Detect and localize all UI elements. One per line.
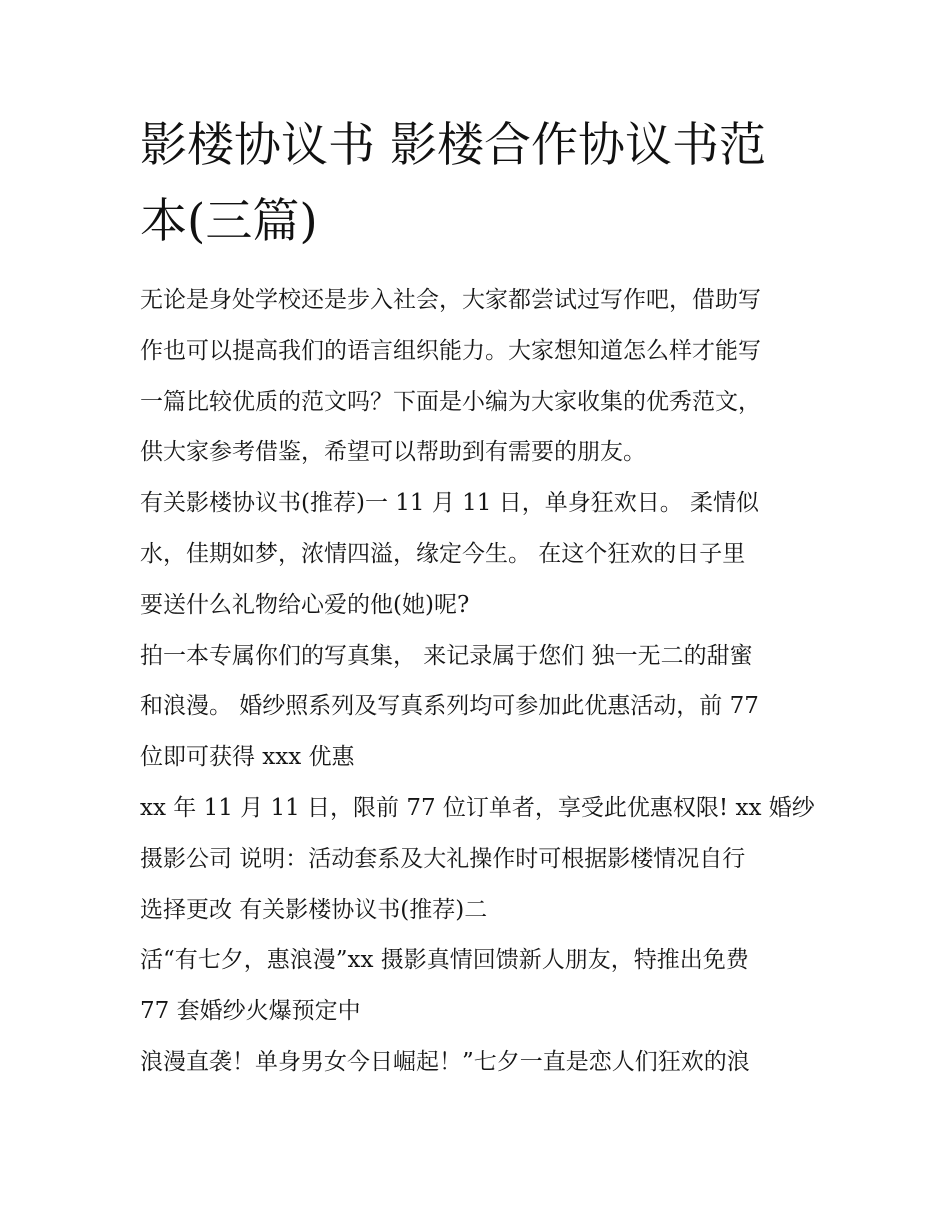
title-line: 本(三篇)	[140, 194, 318, 249]
text-line: 摄影公司 说明：活动套系及大礼操作时可根据影楼情况自行	[140, 845, 746, 872]
text-line: 浪漫直袭！单身男女今日崛起！”七夕一直是恋人们狂欢的浪	[140, 1048, 750, 1075]
text-line: 水，佳期如梦，浓情四溢，缘定今生。 在这个狂欢的日子里	[140, 540, 746, 567]
text-line: 有关影楼协议书(推荐)一 11 月 11 日，单身狂欢日。 柔情似	[140, 490, 760, 517]
paragraph-section-one	[140, 478, 812, 630]
text-line: 和浪漫。 婚纱照系列及写真系列均可参加此优惠活动，前 77	[140, 693, 759, 720]
text-line: 供大家参考借鉴，希望可以帮助到有需要的朋友。	[140, 439, 646, 466]
paragraph-romance	[140, 1037, 812, 1088]
text-line: 无论是身处学校还是步入社会，大家都尝试过写作吧，借助写	[140, 287, 761, 313]
text-line: 选择更改 有关影楼协议书(推荐)二	[140, 896, 488, 923]
paragraph-photo-album	[140, 631, 812, 783]
paragraph-offer-terms	[140, 783, 815, 935]
paragraph-intro	[140, 275, 812, 478]
text-line: xx 年 11 月 11 日，限前 77 位订单者，享受此优惠权限! xx 婚纱	[140, 794, 815, 821]
text-line: 拍一本专属你们的写真集， 来记录属于您们 独一无二的甜蜜	[140, 642, 753, 669]
paragraph-qixi-event	[140, 935, 812, 1037]
document-body	[140, 275, 815, 1088]
document-title	[140, 108, 812, 260]
text-line: 作也可以提高我们的语言组织能力。大家想知道怎么样才能写	[140, 337, 761, 364]
text-line: 77 套婚纱火爆预定中	[140, 998, 361, 1025]
text-line: 活“有七夕，惠浪漫”xx 摄影真情回馈新人朋友，特推出免费	[140, 947, 749, 974]
document-content	[140, 108, 815, 1088]
text-line: 位即可获得 xxx 优惠	[140, 744, 355, 771]
title-line: 影楼协议书 影楼合作协议书范	[140, 118, 766, 173]
text-line: 一篇比较优质的范文吗？下面是小编为大家收集的优秀范文，	[140, 388, 761, 415]
text-line: 要送什么礼物给心爱的他(她)呢?	[140, 591, 470, 618]
